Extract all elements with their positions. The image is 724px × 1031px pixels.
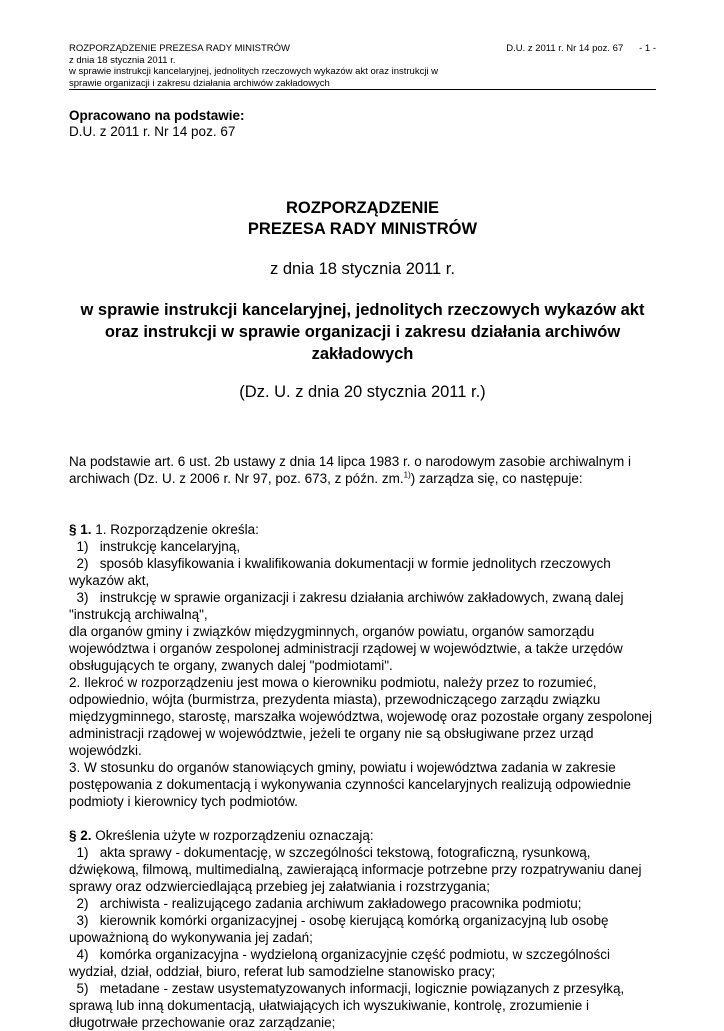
header-divider [69,89,656,90]
section-2-line: sprawą lub inną dokumentacją, ułatwiających ich wyszukiwanie, kontrolę, zrozumienie i [69,998,590,1013]
header-line-2: z dnia 18 stycznia 2011 r. [69,54,176,66]
section-1-line: 1) instrukcję kancelaryjną, [69,539,241,554]
section-2-line: wydział, dział, oddział, biuro, referat lub samodzielne stanowisko pracy; [69,964,496,979]
section-1-line: administracji rządowej w województwie, jeżeli te organy nie są obsługiwane przez urząd [69,726,594,741]
section-1-line: obsługujących te organy, zwanych dalej "podmiotami". [69,658,393,673]
journal-reference: (Dz. U. z dnia 20 stycznia 2011 r.) [239,383,486,401]
document-body [69,453,664,1031]
section-2-line: 5) metadane - zestaw usystematyzowanych informacji, logicznie powiązanych z przesyłką, [69,981,625,996]
basis-label: Opracowano na podstawie: [69,108,245,123]
section-1-line: międzygminnego, starostę, marszałka województwa, wojewodę oraz pozostałe organy zespolonej [69,709,653,724]
section-2-line: 2) archiwista - realizującego zadania archiwum zakładowego pracownika podmiotu; [69,896,582,911]
section-1-line: 3) instrukcję w sprawie organizacji i zakresu działania archiwów zakładowych, zwaną dalej [69,590,624,605]
section-2-line: 3) kierownik komórki organizacyjnej - osobę kierującą komórką organizacyjną lub osobę [69,913,609,928]
section-1-line: 2. Ilekroć w rozporządzeniu jest mowa o kierowniku podmiotu, należy przez to rozumieć, [69,675,597,690]
section-1-line: podmioty i kierownicy tych podmiotów. [69,794,298,809]
basis-block [69,108,245,140]
preamble-text-a: archiwach (Dz. U. z 2006 r. Nr 97, poz. 673, z późn. zm. [69,471,404,486]
section-1-line: wojewódzki. [69,743,142,758]
preamble-text-b: ) zarządza się, co następuje: [410,471,583,486]
section-2-line: długotrwałe przechowanie oraz zarządzanie; [69,1015,336,1030]
header-line-3: w sprawie instrukcji kancelaryjnej, jednolitych rzeczowych wykazów akt oraz instrukcji w [69,66,439,77]
title-line-2: PREZESA RADY MINISTRÓW [247,220,478,238]
section-1-line: wykazów akt, [69,573,150,588]
basis-value: D.U. z 2011 r. Nr 14 poz. 67 [69,124,236,139]
header-line-1: ROZPORZĄDZENIE PREZESA RADY MINISTRÓW [69,43,290,54]
section-1-line: postępowania z dokumentacją i wykonywania czynności kancelaryjnych realizują odpowiednie [69,777,632,792]
footnote-marker: 1) [403,470,411,480]
header-source-and-page [506,43,656,55]
header-line-4: sprawie organizacji i zakresu działania archiwów zakładowych [69,77,330,89]
title-block [60,198,665,403]
section-1-mark: § 1. [69,522,92,537]
section-1 [69,521,664,810]
section-2-mark: § 2. [69,828,92,843]
running-header [69,43,656,89]
act-date: z dnia 18 stycznia 2011 r. [270,260,455,278]
section-2-line: dźwiękową, filmową, multimedialną, zawierającą informacje potrzebne przy rozpatrywaniu danej [69,862,642,877]
section-2-line: sprawy oraz odzwierciedlającą przebieg jej załatwiania i rozstrzygania; [69,879,490,894]
section-1-line: 3. W stosunku do organów stanowiących gminy, powiatu i województwa zadania w zakresie [69,760,616,775]
section-1-line: województwa i organów zespolonej administracji rządowej w województwie, a także urzędów [69,641,623,656]
header-source: D.U. z 2011 r. Nr 14 poz. 67 [506,43,624,54]
section-2-line: 1) akta sprawy - dokumentację, w szczególności tekstową, fotograficzną, rysunkową, [69,845,591,860]
section-1-line: 2) sposób klasyfikowania i kwalifikowania dokumentacji w formie jednolitych rzeczowych [69,556,611,571]
section-2 [69,827,664,1031]
section-1-line: "instrukcją archiwalną", [69,607,208,622]
section-2-line: 4) komórka organizacyjna - wydzieloną organizacyjnie część podmiotu, w szczególności [69,947,610,962]
preamble-line-2 [69,470,664,487]
section-1-line: 1. Rozporządzenie określa: [91,522,259,537]
section-1-line: odpowiednio, wójta (burmistrza, prezydenta miasta), przewodniczącego zarządu związku [69,692,601,707]
page-number: - 1 - [639,43,656,54]
section-1-line: dla organów gminy i związków międzygminnych, organów powiatu, organów samorządu [69,624,595,639]
preamble-line-1: Na podstawie art. 6 ust. 2b ustawy z dnia 14 lipca 1983 r. o narodowym zasobie archiwalnym i [69,454,632,469]
title-line-1: ROZPORZĄDZENIE [285,199,440,217]
section-2-line: Określenia użyte w rozporządzeniu oznaczają: [91,828,374,843]
subject-line-2: oraz instrukcji w sprawie organizacji i zakresu działania archiwów [104,323,621,341]
act-subject [60,299,665,365]
section-2-line: upoważnioną do wykonywania jej zadań; [69,930,313,945]
subject-line-3: zakładowych [311,345,414,363]
subject-line-1: w sprawie instrukcji kancelaryjnej, jednolitych rzeczowych wykazów akt [80,301,645,319]
